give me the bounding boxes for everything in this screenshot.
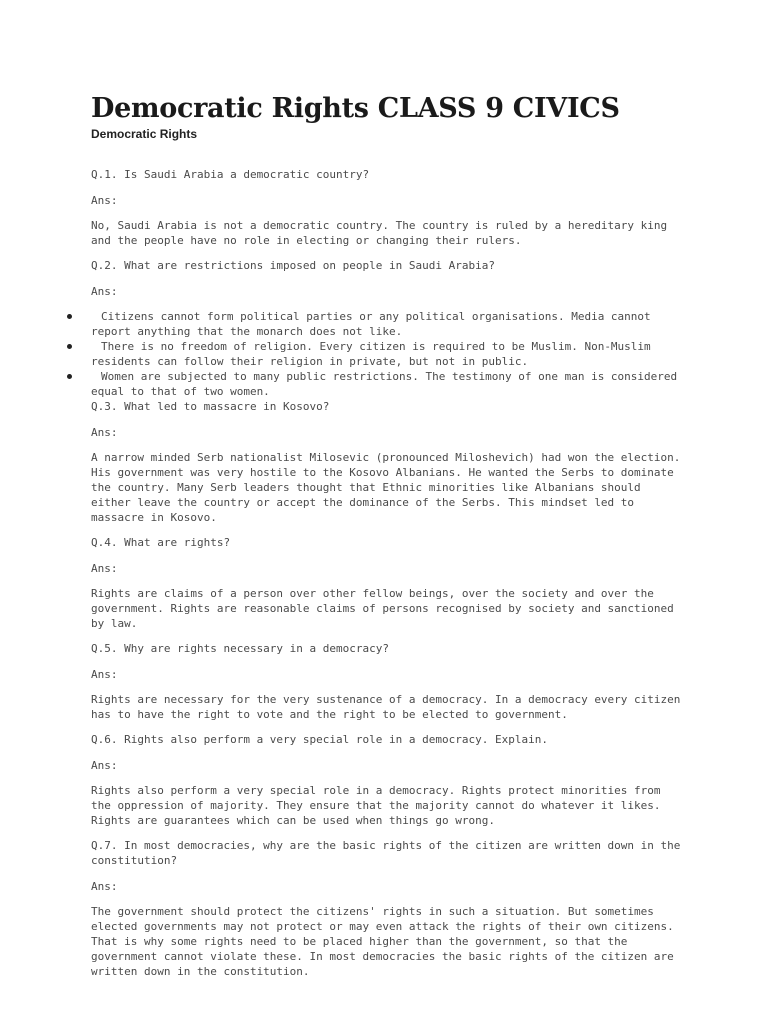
answer-6: Rights also perform a very special role in a democracy. Rights protect minorities from the oppression of majority. They ensure that the majority cannot do whatever it likes. Rights are guarantees which can be used when things go wrong. xyxy=(91,784,661,827)
list-item: Women are subjected to many public restrictions. The testimony of one man is considered equal to that of two women. xyxy=(91,369,681,399)
ans-label-7: Ans: xyxy=(91,880,118,893)
bullet-icon xyxy=(67,344,72,349)
ans-label-3: Ans: xyxy=(91,426,118,439)
question-3: Q.3. What led to massacre in Kosovo? xyxy=(91,400,330,413)
answer-3: A narrow minded Serb nationalist Milosevic (pronounced Miloshevich) had won the election. His government was very hostile to the Kosovo Albanians. He wanted the Serbs to dominate the country. Many Serb leaders thought that Ethnic minorities like Albanians should either leave the country or accept the dominance of the Serbs. This mindset led to massacre in Kosovo. xyxy=(91,451,681,524)
document-page xyxy=(91,92,681,979)
ans-label-4: Ans: xyxy=(91,562,118,575)
page-title: Democratic Rights CLASS 9 CIVICS xyxy=(91,93,620,124)
answer-5: Rights are necessary for the very sustenance of a democracy. In a democracy every citizen has to have the right to vote and the right to be elected to government. xyxy=(91,693,681,721)
question-7: Q.7. In most democracies, why are the basic rights of the citizen are written down in the constitution? xyxy=(91,839,681,867)
qa-list xyxy=(91,142,681,979)
list-item: Citizens cannot form political parties or any political organisations. Media cannot report anything that the monarch does not like. xyxy=(91,309,681,339)
question-6: Q.6. Rights also perform a very special role in a democracy. Explain. xyxy=(91,733,548,746)
question-4: Q.4. What are rights? xyxy=(91,536,231,549)
ans-label-1: Ans: xyxy=(91,194,118,207)
bullet-icon xyxy=(67,374,72,379)
answer-1: No, Saudi Arabia is not a democratic country. The country is ruled by a hereditary king and the people have no role in electing or changing their rulers. xyxy=(91,219,668,247)
ans-label-6: Ans: xyxy=(91,759,118,772)
question-2: Q.2. What are restrictions imposed on people in Saudi Arabia? xyxy=(91,259,495,272)
list-item: There is no freedom of religion. Every citizen is required to be Muslim. Non-Muslim residents can follow their religion in private, but not in public. xyxy=(91,339,681,369)
ans-label-5: Ans: xyxy=(91,668,118,681)
ans-label-2: Ans: xyxy=(91,285,118,298)
answer-4: Rights are claims of a person over other fellow beings, over the society and over the government. Rights are reasonable claims of persons recognised by society and sanctioned by law. xyxy=(91,587,674,630)
page-subtitle: Democratic Rights xyxy=(91,127,198,141)
answer-2-list xyxy=(91,309,681,399)
bullet-icon xyxy=(67,314,72,319)
question-5: Q.5. Why are rights necessary in a democracy? xyxy=(91,642,390,655)
question-1: Q.1. Is Saudi Arabia a democratic country? xyxy=(91,168,370,181)
answer-7: The government should protect the citizens' rights in such a situation. But sometimes elected governments may not protect or may even attack the rights of their own citizens. That is why some rights need to be placed higher than the government, so that the government cannot violate these. In most democracies the basic rights of the citizen are written down in the constitution. xyxy=(91,905,674,978)
